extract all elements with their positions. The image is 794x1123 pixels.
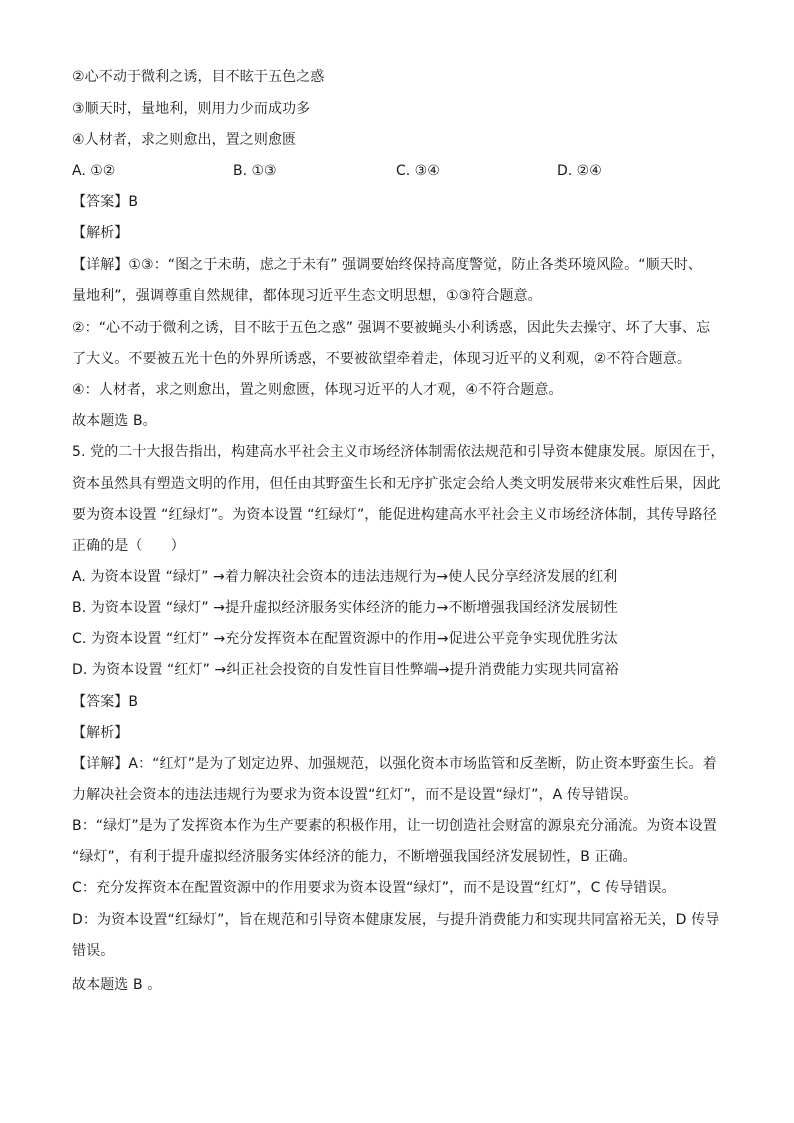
q4-option-d: D. ②④ (557, 163, 602, 179)
q4-explain-line: 【详解】①③：“图之于未萌，虑之于未有” 强调要始终保持高度警觉，防止各类环境风险。“顺天时、 (72, 257, 703, 273)
q5-explain-line: 【详解】A：“红灯”是为了划定边界、加强规范，以强化资本市场监管和反垄断，防止资本野蛮生长。着 (72, 756, 717, 772)
q4-explain-line: ④：人材者，求之则愈出，置之则愈匮，体现习近平的人才观，④不符合题意。 (72, 382, 563, 398)
q4-item-4: ④人材者，求之则愈出，置之则愈匮 (72, 132, 297, 148)
q5-explain-line: 错误。 (72, 943, 115, 959)
q5-conclusion: 故本题选 B 。 (72, 977, 162, 993)
q5-explain-line: C：充分发挥资本在配置资源中的作用要求为资本设置“绿灯”，而不是设置“红灯”，C 传导错误。 (72, 880, 676, 896)
q4-explain-line: 了大义。不要被五光十色的外界所诱惑，不要被欲望牵着走，体现习近平的义利观，②不符合题意。 (72, 351, 691, 367)
q5-stem-line: 要为资本设置 “红绿灯”。为资本设置 “红绿灯”，能促进构建高水平社会主义市场经济体制，其传导路径 (72, 507, 717, 523)
q5-answer: 【答案】B (72, 694, 139, 710)
q4-conclusion: 故本题选 B。 (72, 413, 157, 429)
q4-answer: 【答案】B (72, 194, 139, 210)
q5-stem-line: 5. 党的二十大报告指出，构建高水平社会主义市场经济体制需依法规范和引导资本健康发展。原因在于， (72, 444, 725, 460)
q4-analysis-label: 【解析】 (72, 225, 129, 241)
q5-explain-line: B：“绿灯”是为了发挥资本作为生产要素的积极作用，让一切创造社会财富的源泉充分涌流。为资本设置 (72, 818, 717, 834)
q4-option-c: C. ③④ (396, 163, 440, 179)
q4-option-b: B. ①③ (233, 163, 277, 179)
q4-explain-line: ②：“心不动于微利之诱，目不眩于五色之惑” 强调不要被蝇头小利诱惑，因此失去操守、坏了大事、忘 (72, 320, 711, 336)
q5-explain-line: “绿灯”，有利于提升虚拟经济服务实体经济的能力，不断增强我国经济发展韧性，B 正确。 (72, 849, 637, 865)
q5-stem-line: 正确的是（ ） (72, 538, 185, 554)
q5-stem-line: 资本虽然具有塑造文明的作用，但任由其野蛮生长和无序扩张定会给人类文明发展带来灾难性后果，因此 (72, 476, 721, 492)
q5-option-a: A. 为资本设置 “绿灯” →着力解决社会资本的违法违规行为→使人民分享经济发展的红利 (72, 569, 618, 585)
q4-item-3: ③顺天时，量地利，则用力少而成功多 (72, 101, 311, 117)
q5-option-b: B. 为资本设置 “绿灯” →提升虚拟经济服务实体经济的能力→不断增强我国经济发展韧性 (72, 600, 618, 616)
q5-option-d: D. 为资本设置 “红灯” →纠正社会投资的自发性盲目性弊端→提升消费能力实现共同富裕 (72, 662, 619, 678)
q5-explain-line: D：为资本设置“红绿灯”，旨在规范和引导资本健康发展，与提升消费能力和实现共同富裕无关，D 传导 (72, 912, 720, 928)
q4-item-2: ②心不动于微利之诱，目不眩于五色之惑 (72, 69, 325, 85)
q5-analysis-label: 【解析】 (72, 725, 129, 741)
q5-option-c: C. 为资本设置 “红灯” →充分发挥资本在配置资源中的作用→促进公平竞争实现优胜劣汰 (72, 631, 618, 647)
q4-explain-line: 量地利”，强调尊重自然规律，都体现习近平生态文明思想，①③符合题意。 (72, 288, 542, 304)
q4-option-a: A. ①② (72, 163, 116, 179)
q5-explain-line: 力解决社会资本的违法违规行为要求为资本设置“红灯”，而不是设置“绿灯”，A 传导错误。 (72, 787, 638, 803)
